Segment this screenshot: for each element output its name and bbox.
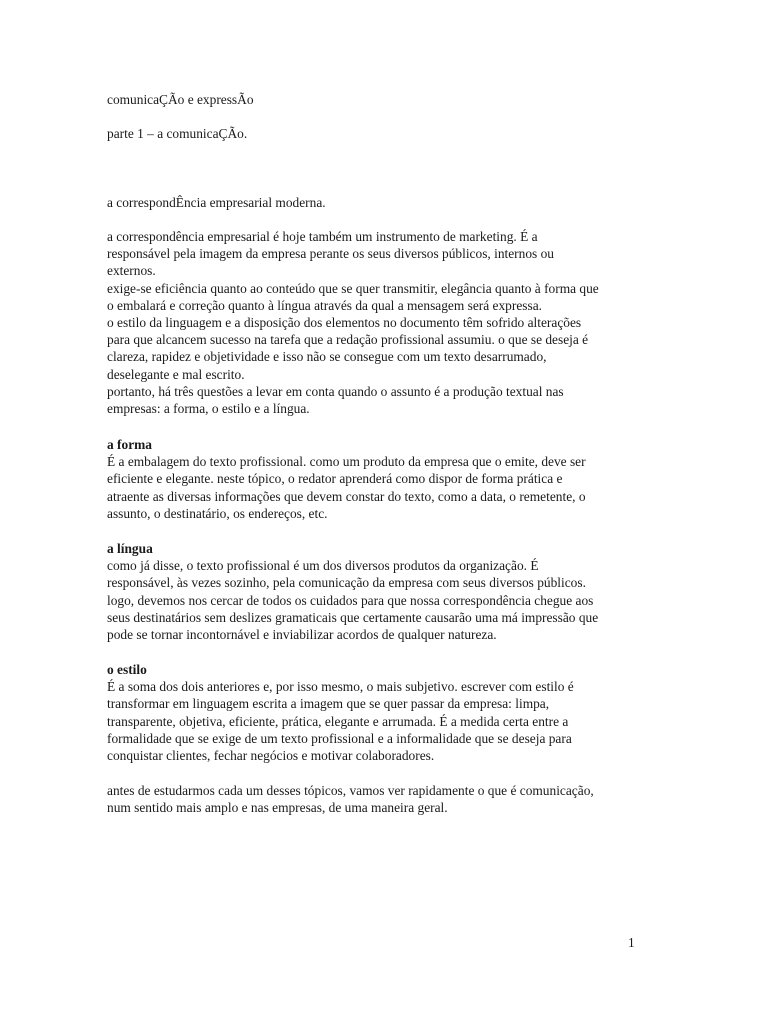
text-line: num sentido mais amplo e nas empresas, de uma maneira geral. [107, 800, 448, 816]
section-heading: a língua [107, 541, 153, 556]
text-line: responsável, às vezes sozinho, pela comunicação da empresa com seus diversos públicos. [107, 575, 586, 591]
section-lingua [107, 540, 667, 643]
page-number: 1 [628, 935, 635, 950]
text-line: eficiente e elegante. neste tópico, o redator aprenderá como dispor de forma prática e [107, 471, 563, 487]
text-line: clareza, rapidez e objetividade e isso não se consegue com um texto desarrumado, [107, 349, 547, 365]
section-title [107, 194, 667, 211]
text-line: empresas: a forma, o estilo e a língua. [107, 400, 310, 416]
text-line: antes de estudarmos cada um desses tópicos, vamos ver rapidamente o que é comunicação, [107, 783, 594, 798]
text-line: assunto, o destinatário, os endereços, etc. [107, 505, 328, 521]
text-line: o embalará e correção quanto à língua através da qual a mensagem será expressa. [107, 297, 542, 313]
section-heading: a forma [107, 437, 152, 452]
section-estilo [107, 661, 667, 764]
text-line: formalidade que se exige de um texto profissional e a informalidade que se deseja para [107, 730, 572, 746]
text-line: transformar em linguagem escrita a imagem que se quer passar da empresa: limpa, [107, 696, 550, 712]
text-line: para que alcancem sucesso na tarefa que a redação profissional assumiu. o que se deseja é [107, 332, 589, 348]
text-line: É a soma dos dois anteriores e, por isso mesmo, o mais subjetivo. escrever com estilo é [107, 679, 574, 695]
text-line: exige-se eficiência quanto ao conteúdo que se quer transmitir, elegância quanto à forma que [107, 280, 599, 296]
text-line: responsável pela imagem da empresa perante os seus diversos públicos, internos ou [107, 246, 554, 262]
text-line: externos. [107, 263, 156, 279]
text-line: a correspondência empresarial é hoje também um instrumento de marketing. É a [107, 229, 538, 244]
section-heading: o estilo [107, 662, 147, 677]
text-line: portanto, há três questões a levar em conta quando o assunto é a produção textual nas [107, 383, 564, 399]
text-line: pode se tornar incontornável e inviabilizar acordos de qualquer natureza. [107, 626, 497, 642]
text-line: como já disse, o texto profissional é um dos diversos produtos da organização. É [107, 558, 539, 574]
text-line: transparente, objetiva, eficiente, prática, elegante e arrumada. É a medida certa entre a [107, 713, 569, 729]
text-line: logo, devemos nos cercar de todos os cuidados para que nossa correspondência chegue aos [107, 592, 594, 608]
section-forma [107, 436, 667, 522]
text-line: o estilo da linguagem e a disposição dos elementos no documento têm sofrido alterações [107, 314, 582, 330]
document-title [107, 91, 667, 108]
document-subtitle [107, 125, 667, 142]
subtitle-line: parte 1 – a comunicaÇÃo. [107, 126, 248, 141]
text-line: atraente as diversas informações que devem constar do texto, como a data, o remetente, o [107, 488, 586, 504]
closing-paragraph [107, 782, 667, 816]
text-line: seus destinatários sem deslizes gramaticais que certamente causarão uma má impressão que [107, 609, 599, 625]
text-line: conquistar clientes, fechar negócios e motivar colaboradores. [107, 747, 435, 763]
text-line: É a embalagem do texto profissional. como um produto da empresa que o emite, deve ser [107, 454, 586, 470]
section-title-line: a correspondÊncia empresarial moderna. [107, 195, 326, 210]
intro-paragraph [107, 228, 667, 417]
title-line: comunicaÇÃo e expressÃo [107, 92, 254, 107]
text-line: deselegante e mal escrito. [107, 366, 245, 382]
